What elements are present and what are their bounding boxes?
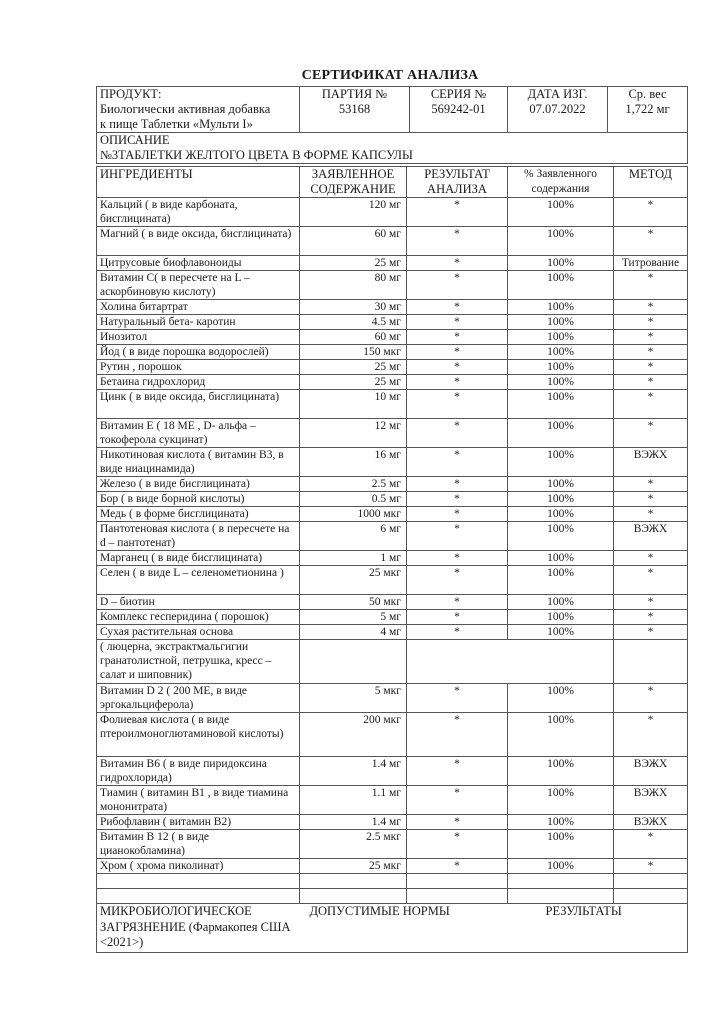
ingredient-result: * <box>407 448 508 477</box>
product-name-line1: Биологически активная добавка <box>100 102 271 116</box>
ingredient-percent: 100% <box>508 390 614 419</box>
ingredient-percent: 100% <box>508 684 614 713</box>
ingredient-row <box>97 448 688 477</box>
batch-label: ПАРТИЯ № <box>321 87 388 101</box>
ingredient-method: * <box>614 595 688 610</box>
ingredient-method: * <box>614 477 688 492</box>
product-name-line2: к пище Таблетки «Мульти I» <box>100 117 253 131</box>
microbiology-norms-label: ДОПУСТИМЫЕ НОРМЫ <box>300 904 508 953</box>
header-result <box>407 167 508 198</box>
ingredient-method: * <box>614 390 688 419</box>
ingredient-result: * <box>407 375 508 390</box>
ingredient-percent: 100% <box>508 448 614 477</box>
batch-value: 53168 <box>338 102 371 116</box>
ingredient-percent: 100% <box>508 198 614 227</box>
ingredient-result: * <box>407 566 508 595</box>
ingredient-name: Хром ( хрома пиколинат) <box>97 859 300 874</box>
empty-cell <box>407 874 508 889</box>
ingredient-name: Витамин D 2 ( 200 МЕ, в виде эргокальциферола) <box>97 684 300 713</box>
ingredient-name: Марганец ( в виде бисглицината) <box>97 551 300 566</box>
series-value: 569242-01 <box>431 102 486 116</box>
ingredient-percent: 100% <box>508 566 614 595</box>
ingredient-declared: 150 мкг <box>300 345 407 360</box>
ingredient-declared: 2.5 мг <box>300 477 407 492</box>
ingredient-declared: 25 мкг <box>300 859 407 874</box>
weight-cell <box>608 87 688 133</box>
ingredient-declared: 16 мг <box>300 448 407 477</box>
ingredient-result: * <box>407 390 508 419</box>
ingredient-percent: 100% <box>508 315 614 330</box>
ingredient-row <box>97 477 688 492</box>
ingredient-result: * <box>407 757 508 786</box>
ingredient-percent: 100% <box>508 360 614 375</box>
ingredient-row <box>97 375 688 390</box>
ingredient-percent: 100% <box>508 625 614 640</box>
header-declared-line2: СОДЕРЖАНИЕ <box>310 182 396 196</box>
ingredient-percent: 100% <box>508 227 614 256</box>
ingredient-method: * <box>614 551 688 566</box>
ingredient-row <box>97 345 688 360</box>
ingredient-method: * <box>614 375 688 390</box>
ingredient-row <box>97 684 688 713</box>
header-result-line2: АНАЛИЗА <box>427 182 487 196</box>
ingredient-method: * <box>614 330 688 345</box>
microbiology-results-label: РЕЗУЛЬТАТЫ <box>508 904 688 953</box>
ingredient-row <box>97 566 688 595</box>
ingredient-row <box>97 551 688 566</box>
ingredient-declared: 5 мг <box>300 610 407 625</box>
ingredient-percent: 100% <box>508 507 614 522</box>
ingredient-row <box>97 330 688 345</box>
ingredient-result: * <box>407 256 508 271</box>
date-label: ДАТА ИЗГ. <box>527 87 588 101</box>
ingredient-result: * <box>407 271 508 300</box>
ingredient-method: * <box>614 610 688 625</box>
ingredient-percent: 100% <box>508 419 614 448</box>
ingredient-percent: 100% <box>508 375 614 390</box>
ingredient-result: * <box>407 345 508 360</box>
ingredient-name: Кальций ( в виде карбоната, бисглицината) <box>97 198 300 227</box>
empty-cell <box>407 889 508 904</box>
ingredient-result: * <box>407 492 508 507</box>
ingredient-name: Фолиевая кислота ( в виде птероилмоноглютаминовой кислоты) <box>97 713 300 757</box>
ingredient-method: * <box>614 625 688 640</box>
header-declared-line1: ЗАЯВЛЕННОЕ <box>311 167 395 181</box>
ingredient-result: * <box>407 300 508 315</box>
ingredient-percent: 100% <box>508 830 614 859</box>
ingredient-name: Бор ( в виде борной кислоты) <box>97 492 300 507</box>
ingredient-percent: 100% <box>508 595 614 610</box>
ingredient-row <box>97 492 688 507</box>
header-ingredients: ИНГРЕДИЕНТЫ <box>97 167 300 198</box>
empty-cell <box>97 889 300 904</box>
ingredient-percent: 100% <box>508 815 614 830</box>
header-declared <box>300 167 407 198</box>
ingredient-name: Натуральный бета- каротин <box>97 315 300 330</box>
ingredient-result: * <box>407 713 508 757</box>
ingredient-result: * <box>407 227 508 256</box>
ingredient-percent: 100% <box>508 492 614 507</box>
ingredient-method: Титрование <box>614 256 688 271</box>
ingredient-result: * <box>407 610 508 625</box>
ingredient-declared: 60 мг <box>300 227 407 256</box>
product-info-row <box>97 87 688 133</box>
ingredient-name: Медь ( в форме бисглицината) <box>97 507 300 522</box>
ingredient-name: Цинк ( в виде оксида, бисглицината) <box>97 390 300 419</box>
weight-value: 1,722 мг <box>625 102 670 116</box>
ingredient-row <box>97 315 688 330</box>
ingredient-result: * <box>407 477 508 492</box>
ingredient-declared: 30 мг <box>300 300 407 315</box>
microbiology-label: МИКРОБИОЛОГИЧЕСКОЕ ЗАГРЯЗНЕНИЕ (Фармакопея США <2021>) <box>97 904 300 953</box>
ingredient-name: Витамин В6 ( в виде пиридоксина гидрохлорида) <box>97 757 300 786</box>
batch-cell <box>300 87 410 133</box>
header-percent-line2: содержания <box>531 183 590 195</box>
ingredient-result: * <box>407 786 508 815</box>
ingredient-method: * <box>614 271 688 300</box>
ingredient-percent: 100% <box>508 757 614 786</box>
ingredient-declared: 2.5 мкг <box>300 830 407 859</box>
ingredient-percent: 100% <box>508 345 614 360</box>
ingredients-header-row <box>97 167 688 198</box>
ingredient-row <box>97 625 688 640</box>
ingredient-declared: 5 мкг <box>300 684 407 713</box>
ingredient-row <box>97 419 688 448</box>
ingredient-declared: 120 мг <box>300 198 407 227</box>
ingredient-declared: 50 мкг <box>300 595 407 610</box>
empty-cell <box>508 889 614 904</box>
ingredient-percent: 100% <box>508 330 614 345</box>
ingredient-row <box>97 507 688 522</box>
ingredient-name: Селен ( в виде L – селенометионина ) <box>97 566 300 595</box>
empty-cell <box>97 874 300 889</box>
ingredient-result: * <box>407 830 508 859</box>
empty-cell <box>300 889 407 904</box>
ingredient-percent: 100% <box>508 610 614 625</box>
empty-cell <box>508 874 614 889</box>
header-method: МЕТОД <box>614 167 688 198</box>
ingredient-name: Магний ( в виде оксида, бисглицината) <box>97 227 300 256</box>
ingredient-declared: 200 мкг <box>300 713 407 757</box>
ingredient-row <box>97 390 688 419</box>
series-cell <box>410 87 508 133</box>
ingredient-row <box>97 859 688 874</box>
ingredient-declared: 25 мг <box>300 375 407 390</box>
ingredient-name: Йод ( в виде порошка водорослей) <box>97 345 300 360</box>
ingredient-declared: 80 мг <box>300 271 407 300</box>
ingredient-result-merged <box>407 640 614 684</box>
ingredient-result: * <box>407 198 508 227</box>
ingredient-row <box>97 360 688 375</box>
ingredient-declared: 1.4 мг <box>300 757 407 786</box>
ingredient-method: * <box>614 713 688 757</box>
ingredient-name: Холина битартрат <box>97 300 300 315</box>
ingredient-method: ВЭЖХ <box>614 757 688 786</box>
ingredient-percent: 100% <box>508 477 614 492</box>
ingredient-result: * <box>407 522 508 551</box>
ingredient-name: Пантотеновая кислота ( в пересчете на d – пантотенат) <box>97 522 300 551</box>
ingredient-name: Инозитол <box>97 330 300 345</box>
ingredient-row <box>97 830 688 859</box>
description-cell <box>97 133 688 164</box>
ingredient-declared: 25 мкг <box>300 566 407 595</box>
ingredient-method <box>614 640 688 684</box>
ingredient-method: ВЭЖХ <box>614 448 688 477</box>
ingredient-percent: 100% <box>508 522 614 551</box>
ingredient-declared: 12 мг <box>300 419 407 448</box>
ingredient-method: ВЭЖХ <box>614 786 688 815</box>
microbiology-row <box>97 904 688 953</box>
ingredient-result: * <box>407 315 508 330</box>
ingredient-declared: 4 мг <box>300 625 407 640</box>
description-label: ОПИСАНИЕ <box>100 133 170 147</box>
ingredient-method: * <box>614 566 688 595</box>
ingredient-method: * <box>614 830 688 859</box>
ingredient-percent: 100% <box>508 713 614 757</box>
ingredient-result: * <box>407 419 508 448</box>
ingredient-result: * <box>407 330 508 345</box>
ingredient-name: Витамин В 12 ( в виде цианокобламина) <box>97 830 300 859</box>
ingredient-method: * <box>614 859 688 874</box>
ingredients-footer <box>97 874 688 953</box>
ingredient-row <box>97 786 688 815</box>
ingredient-row <box>97 522 688 551</box>
ingredient-result: * <box>407 815 508 830</box>
ingredient-declared: 1.4 мг <box>300 815 407 830</box>
ingredient-method: ВЭЖХ <box>614 815 688 830</box>
ingredient-name: Рутин , порошок <box>97 360 300 375</box>
ingredients-table <box>96 166 688 953</box>
ingredient-name: Рибофлавин ( витамин В2) <box>97 815 300 830</box>
ingredient-method: * <box>614 227 688 256</box>
ingredient-row <box>97 757 688 786</box>
ingredient-name: D – биотин <box>97 595 300 610</box>
ingredient-percent: 100% <box>508 300 614 315</box>
ingredient-row <box>97 256 688 271</box>
ingredient-result: * <box>407 360 508 375</box>
ingredient-method: * <box>614 300 688 315</box>
ingredient-declared: 1.1 мг <box>300 786 407 815</box>
ingredient-declared: 25 мг <box>300 256 407 271</box>
product-cell <box>97 87 300 133</box>
empty-cell <box>614 874 688 889</box>
ingredient-name: Никотиновая кислота ( витамин В3, в виде ниацинамида) <box>97 448 300 477</box>
document-title: СЕРТИФИКАТ АНАЛИЗА <box>301 68 479 83</box>
ingredient-declared: 0.5 мг <box>300 492 407 507</box>
weight-label: Ср. вес <box>628 87 667 101</box>
ingredient-result: * <box>407 551 508 566</box>
date-value: 07.07.2022 <box>529 102 586 116</box>
ingredient-row <box>97 227 688 256</box>
ingredient-name: Тиамин ( витамин В1 , в виде тиамина мононитрата) <box>97 786 300 815</box>
ingredient-name: Железо ( в виде бисглицината) <box>97 477 300 492</box>
ingredient-result: * <box>407 684 508 713</box>
ingredient-result: * <box>407 625 508 640</box>
ingredient-name: Цитрусовые биофлавоноиды <box>97 256 300 271</box>
product-info-table <box>96 86 688 164</box>
empty-cell <box>300 874 407 889</box>
ingredient-name: Комплекс гесперидина ( порошок) <box>97 610 300 625</box>
ingredient-row <box>97 640 688 684</box>
ingredient-percent: 100% <box>508 786 614 815</box>
ingredient-declared <box>300 640 407 684</box>
ingredient-row <box>97 815 688 830</box>
ingredient-row <box>97 300 688 315</box>
ingredient-method: * <box>614 198 688 227</box>
ingredient-declared: 4.5 мг <box>300 315 407 330</box>
ingredient-result: * <box>407 595 508 610</box>
ingredient-row <box>97 713 688 757</box>
ingredients-body <box>97 198 688 874</box>
header-percent-line1: % Заявленного <box>524 168 597 180</box>
header-percent <box>508 167 614 198</box>
ingredient-method: * <box>614 315 688 330</box>
ingredient-method: ВЭЖХ <box>614 522 688 551</box>
ingredient-declared: 1 мг <box>300 551 407 566</box>
ingredient-row <box>97 198 688 227</box>
description-text: №3ТАБЛЕТКИ ЖЕЛТОГО ЦВЕТА В ФОРМЕ КАПСУЛЫ <box>100 148 413 162</box>
ingredient-row <box>97 610 688 625</box>
ingredient-method: * <box>614 419 688 448</box>
ingredient-name: Бетаина гидрохлорид <box>97 375 300 390</box>
ingredient-declared: 60 мг <box>300 330 407 345</box>
ingredient-name: Витамин Е ( 18 МЕ , D- альфа – токоферола сукцинат) <box>97 419 300 448</box>
date-cell <box>508 87 608 133</box>
empty-cell <box>614 889 688 904</box>
ingredient-percent: 100% <box>508 859 614 874</box>
product-label: ПРОДУКТ: <box>100 87 162 101</box>
ingredient-name: ( люцерна, экстрактмальгигии гранатолистной, петрушка, кресс – салат и шиповник) <box>97 640 300 684</box>
ingredient-method: * <box>614 345 688 360</box>
header-result-line1: РЕЗУЛЬТАТ <box>424 167 490 181</box>
ingredient-row <box>97 271 688 300</box>
ingredient-declared: 10 мг <box>300 390 407 419</box>
description-row <box>97 133 688 164</box>
ingredient-name: Витамин С( в пересчете на L – аскорбиновую кислоту) <box>97 271 300 300</box>
ingredient-percent: 100% <box>508 256 614 271</box>
ingredient-row <box>97 595 688 610</box>
ingredient-method: * <box>614 492 688 507</box>
ingredient-method: * <box>614 507 688 522</box>
ingredient-declared: 1000 мкг <box>300 507 407 522</box>
ingredient-declared: 6 мг <box>300 522 407 551</box>
empty-row <box>97 874 688 889</box>
ingredient-result: * <box>407 859 508 874</box>
ingredient-name: Сухая растительная основа <box>97 625 300 640</box>
empty-row <box>97 889 688 904</box>
ingredient-declared: 25 мг <box>300 360 407 375</box>
ingredient-result: * <box>407 507 508 522</box>
series-label: СЕРИЯ № <box>430 87 487 101</box>
ingredient-method: * <box>614 684 688 713</box>
ingredient-method: * <box>614 360 688 375</box>
ingredient-percent: 100% <box>508 271 614 300</box>
ingredient-percent: 100% <box>508 551 614 566</box>
